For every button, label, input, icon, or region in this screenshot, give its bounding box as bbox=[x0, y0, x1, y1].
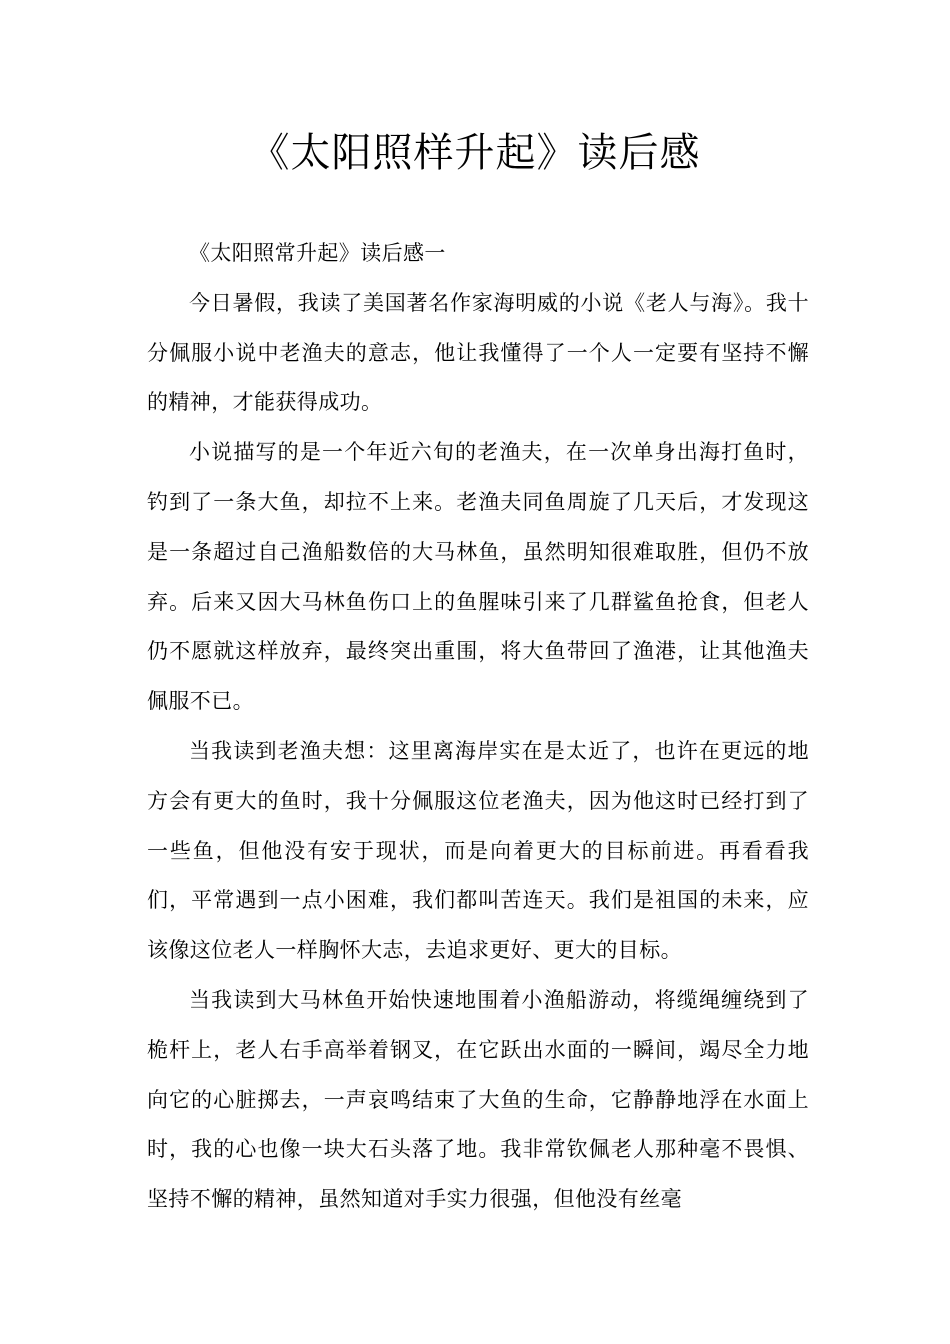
paragraph: 当我读到老渔夫想：这里离海岸实在是太近了，也许在更远的地方会有更大的鱼时，我十分佩服这位老渔夫，因为他这时已经打到了一些鱼，但他没有安于现状，而是向着更大的目标前进。再看看我们，平常遇到一点小困难，我们都叫苦连天。我们是祖国的未来，应该像这位老人一样胸怀大志，去追求更好、更大的目标。 bbox=[147, 738, 809, 963]
paragraph: 小说描写的是一个年近六旬的老渔夫，在一次单身出海打鱼时，钓到了一条大鱼，却拉不上来。老渔夫同鱼周旋了几天后，才发现这是一条超过自己渔船数倍的大马林鱼，虽然明知很难取胜，但仍不放弃。后来又因大马林鱼伤口上的鱼腥味引来了几群鲨鱼抢食，但老人仍不愿就这样放弃，最终突出重围，将大鱼带回了渔港，让其他渔夫佩服不已。 bbox=[147, 440, 809, 714]
paragraph-subtitle: 《太阳照常升起》读后感一 bbox=[189, 241, 446, 265]
document-body bbox=[147, 229, 809, 1225]
paragraph: 今日暑假，我读了美国著名作家海明威的小说《老人与海》。我十分佩服小说中老渔夫的意志，他让我懂得了一个人一定要有坚持不懈的精神，才能获得成功。 bbox=[147, 290, 809, 415]
paragraph: 当我读到大马林鱼开始快速地围着小渔船游动，将缆绳缠绕到了桅杆上，老人右手高举着钢叉，在它跃出水面的一瞬间，竭尽全力地向它的心脏掷去，一声哀鸣结束了大鱼的生命，它静静地浮在水面上时，我的心也像一块大石头落了地。我非常钦佩老人那种毫不畏惧、坚持不懈的精神，虽然知道对手实力很强，但他没有丝毫 bbox=[147, 987, 809, 1212]
document-title: 《太阳照样升起》读后感 bbox=[249, 130, 701, 176]
